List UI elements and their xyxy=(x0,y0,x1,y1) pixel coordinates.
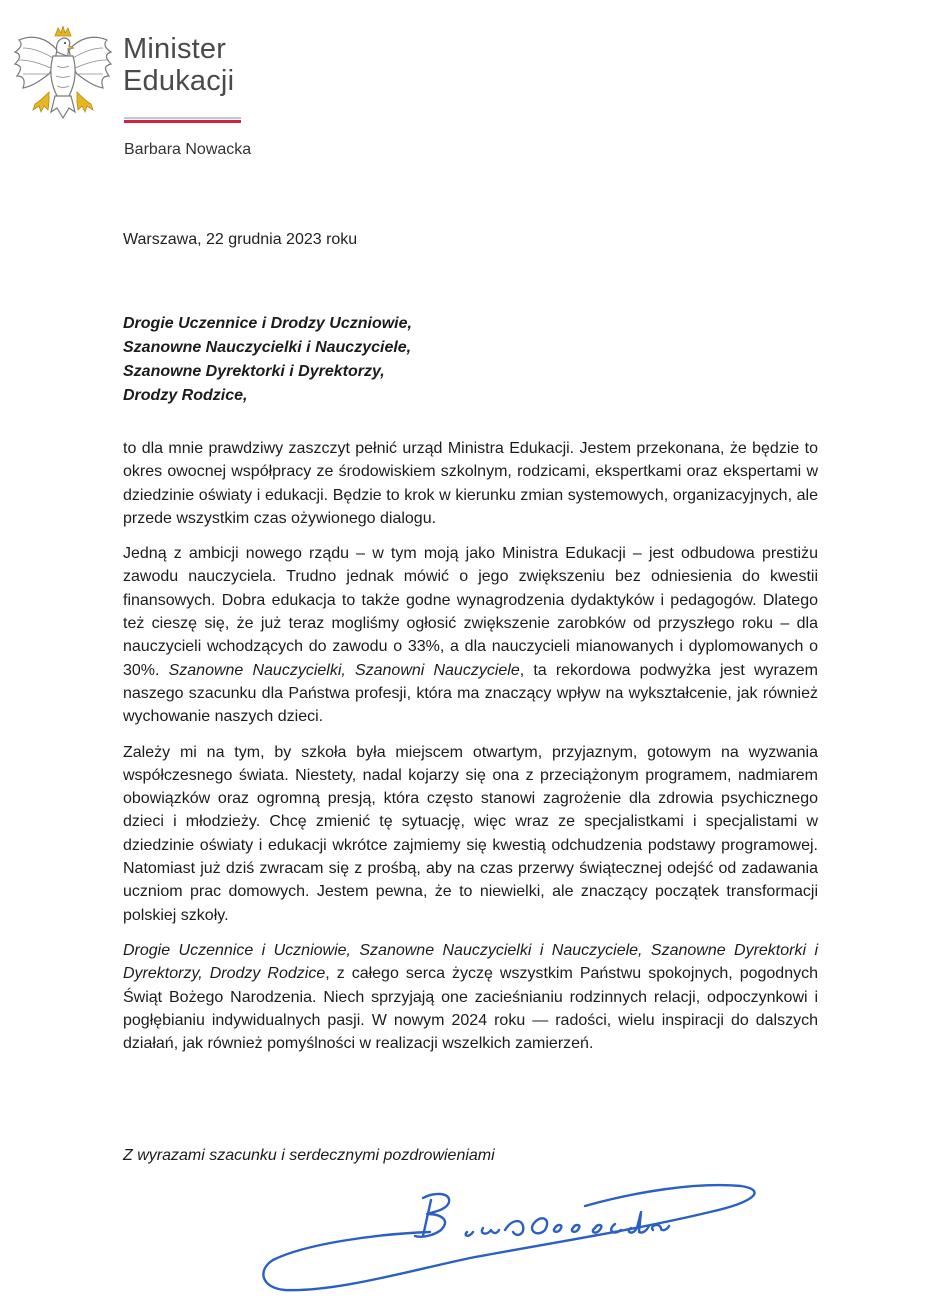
paragraph-2-emphasis: Szanowne Nauczycielki, Szanowni Nauczyciele xyxy=(168,661,520,679)
salutation-line: Drodzy Rodzice, xyxy=(123,387,248,404)
closing-line: Z wyrazami szacunku i serdecznymi pozdrowieniami xyxy=(123,1147,495,1164)
salutation-line: Drogie Uczennice i Drodzy Uczniowie, xyxy=(123,315,412,332)
minister-name: Barbara Nowacka xyxy=(124,141,252,158)
ministry-name-line2: Edukacji xyxy=(123,65,235,97)
paragraph-4-text: , z całego serca życzę wszystkim Państwu spokojnych, pogodnych Świąt Bożego Narodzenia. Niech sprzyjają one zacieśnianiu rodzinnych relacji, odpoczynkowi i pogłębianiu indywidualnych pasji. W nowym 2024 roku — radości, wielu inspiracji do dalszych działań, jak również pomyślności w realizacji wszelkich zamierzeń. xyxy=(123,965,818,1053)
salutation xyxy=(123,312,412,408)
paragraph-2 xyxy=(123,542,818,728)
date-line: Warszawa, 22 grudnia 2023 roku xyxy=(123,231,358,248)
ministry-name xyxy=(123,33,234,97)
ministry-name-line1: Minister xyxy=(123,33,227,65)
paragraph-4 xyxy=(123,939,818,1055)
paragraph-2-text-b: , ta rekordowa podwyżka jest wyrazem naszego szacunku dla Państwa profesji, która ma znaczący wpływ na wykształcenie, jak również wychowanie naszych dzieci. xyxy=(123,661,818,726)
eagle-emblem-icon xyxy=(11,26,114,126)
paragraph-1: to dla mnie prawdziwy zaszczyt pełnić urząd Ministra Edukacji. Jestem przekonana, że będzie to okres owocnej współpracy ze środowiskiem szkolnym, rodzicami, ekspertkami oraz ekspertami w dziedzinie oświaty i edukacji. Będzie to krok w kierunku zmian systemowych, organizacyjnych, ale przede wszystkim czas ożywionego dialogu. xyxy=(123,440,818,527)
letterhead xyxy=(0,0,938,170)
handwritten-signature-icon xyxy=(255,1172,775,1297)
salutation-line: Szanowne Nauczycielki i Nauczyciele, xyxy=(123,339,412,356)
paragraph-3: Zależy mi na tym, by szkoła była miejscem otwartym, przyjaznym, gotowym na wyzwania współczesnego świata. Niestety, nadal kojarzy się ona z przeciążonym programem, nadmiarem obowiązków oraz ogromną presją, która często stanowi zagrożenie dla zdrowia psychicznego dzieci i młodzieży. Chcę zmienić tę sytuację, więc wraz ze specjalistkami i specjalistami w dziedzinie oświaty i edukacji wkrótce zajmiemy się kwestią odchudzenia podstawy programowej. Natomiast już dziś zwracam się z prośbą, aby na czas przerwy świątecznej odejść od zadawania uczniom prac domowych. Jestem pewna, że to niewielki, ale znaczący początek transformacji polskiej szkoły. xyxy=(123,743,818,924)
paragraph-4-emphasis: Drogie Uczennice i Uczniowie, Szanowne Nauczycielki i Nauczyciele, Szanowne Dyrektorki i Dyrektorzy, Drodzy Rodzice xyxy=(123,941,818,983)
salutation-line: Szanowne Dyrektorki i Dyrektorzy, xyxy=(123,363,385,380)
paragraph-2-text-a: Jedną z ambicji nowego rządu – w tym moją jako Ministra Edukacji – jest odbudowa prestiżu zawodu nauczyciela. Trudno jednak mówić o jego zwiększeniu bez odniesienia do kwestii finansowych. Dobra edukacja to także godne wynagrodzenia dydaktyków i pedagogów. Dlatego też cieszę się, że już teraz mogliśmy ogłosić zwiększenie zarobków od przyszłego roku – dla nauczycieli wchodzących do zawodu o 33%, a dla nauczycieli mianowanych i dyplomowanych o 30%. xyxy=(123,545,818,679)
flag-stripe xyxy=(124,117,241,123)
letter-body xyxy=(123,437,818,1067)
